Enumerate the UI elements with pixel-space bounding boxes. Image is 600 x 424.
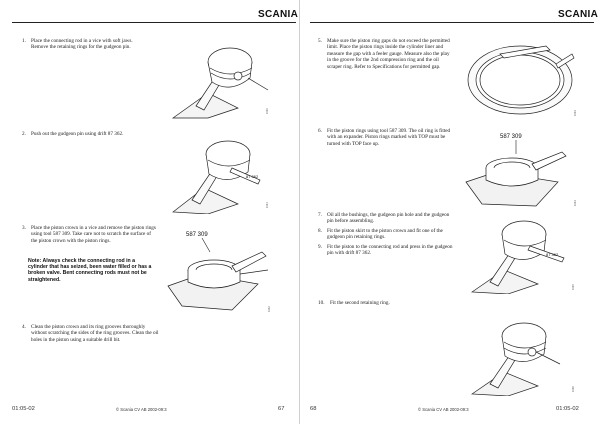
figure-code: 1044 — [574, 200, 577, 206]
note-warning: Note: Always check the connecting rod in a cylinder that has seized, been water filled or has a broken valve. Bent connecting rods must not be straightened. — [28, 258, 152, 283]
figure-code: 1040 — [266, 108, 269, 114]
footer-section-code: 01:05-02 — [556, 406, 579, 412]
step-number: 4. — [22, 324, 26, 330]
figure-code: 1046 — [572, 386, 575, 392]
illustration-piston-vice — [168, 38, 278, 120]
tool-label: 587 309 — [186, 232, 208, 238]
step-text: Make sure the piston ring gaps do not exceed the permitted limit. Place the piston rings inside the cylinder liner and measure the gap with a feeler gauge. Measure also the play in the groove for the 2nd compression ring and the oil scraper ring. Refer to Specifications for permitted gap. — [327, 38, 450, 70]
step-text: Oil all the bushings, the gudgeon pin hole and the gudgeon pin before assembling. — [327, 212, 450, 225]
figure-code: 1043 — [574, 110, 577, 116]
step-number: 2. — [22, 131, 26, 137]
scania-logo: SCANIA — [258, 9, 299, 20]
step-text: Push out the gudgeon pin using drift 87 362. — [31, 131, 124, 137]
footer-page-number: 68 — [310, 406, 317, 412]
right-page — [300, 0, 600, 424]
scania-logo: SCANIA — [558, 9, 599, 20]
figure-code: 1042 — [268, 306, 271, 312]
illustration-ring-fitting — [460, 126, 582, 210]
footer-copyright: © Scania CV AB 2002-09:3 — [116, 407, 167, 412]
step-text: Fit the piston skirt to the piston crown and fit one of the gudgeon pin retaining rings. — [327, 228, 443, 241]
footer-page-number: 67 — [278, 406, 285, 412]
illustration-gudgeon-drift — [168, 128, 278, 214]
illustration-retaining-ring — [468, 308, 580, 396]
step-text: Fit the piston to the connecting rod and press in the gudgeon pin with drift 87 362. — [327, 244, 453, 257]
step-number: 7. — [318, 212, 322, 218]
figure-code: 1041 — [266, 202, 269, 208]
illustration-gudgeon-press — [468, 212, 580, 294]
step-text: Clean the piston crown and its ring grooves thoroughly without scratching the sides of the ring grooves. Clean the oil holes in the piston using a suitable drill bit. — [31, 324, 159, 343]
step-number: 5. — [318, 38, 322, 44]
header-rule — [310, 22, 594, 23]
tool-label: 587 309 — [500, 134, 522, 140]
illustration-ring-removal — [162, 226, 280, 316]
header-rule — [12, 22, 296, 23]
footer-copyright: © Scania CV AB 2002-09:3 — [418, 407, 469, 412]
drift-label: 87 362 — [546, 252, 559, 257]
step-number: 3. — [22, 225, 26, 231]
figure-code: 1045 — [572, 284, 575, 290]
drift-label: 87 362 — [246, 174, 259, 179]
step-number: 1. — [22, 38, 26, 44]
step-number: 9. — [318, 244, 322, 250]
step-text: Fit the piston rings using tool 587 309. The oil ring is fitted with an expander. Piston rings marked with TOP must be turned with TOP face up. — [327, 128, 451, 147]
illustration-ring-gap — [460, 34, 582, 120]
footer-section-code: 01:05-02 — [12, 406, 35, 412]
step-text: Fit the second retaining ring. — [330, 300, 390, 306]
step-number: 10. — [318, 300, 325, 306]
step-number: 6. — [318, 128, 322, 134]
step-number: 8. — [318, 228, 322, 234]
step-text: Place the piston crown in a vice and remove the piston rings using tool 587 309. Take care not to scratch the surface of the piston crown with the piston rings. — [31, 225, 156, 244]
step-text: Place the connecting rod in a vice with soft jaws. Remove the retaining rings for the gudgeon pin. — [31, 38, 133, 51]
